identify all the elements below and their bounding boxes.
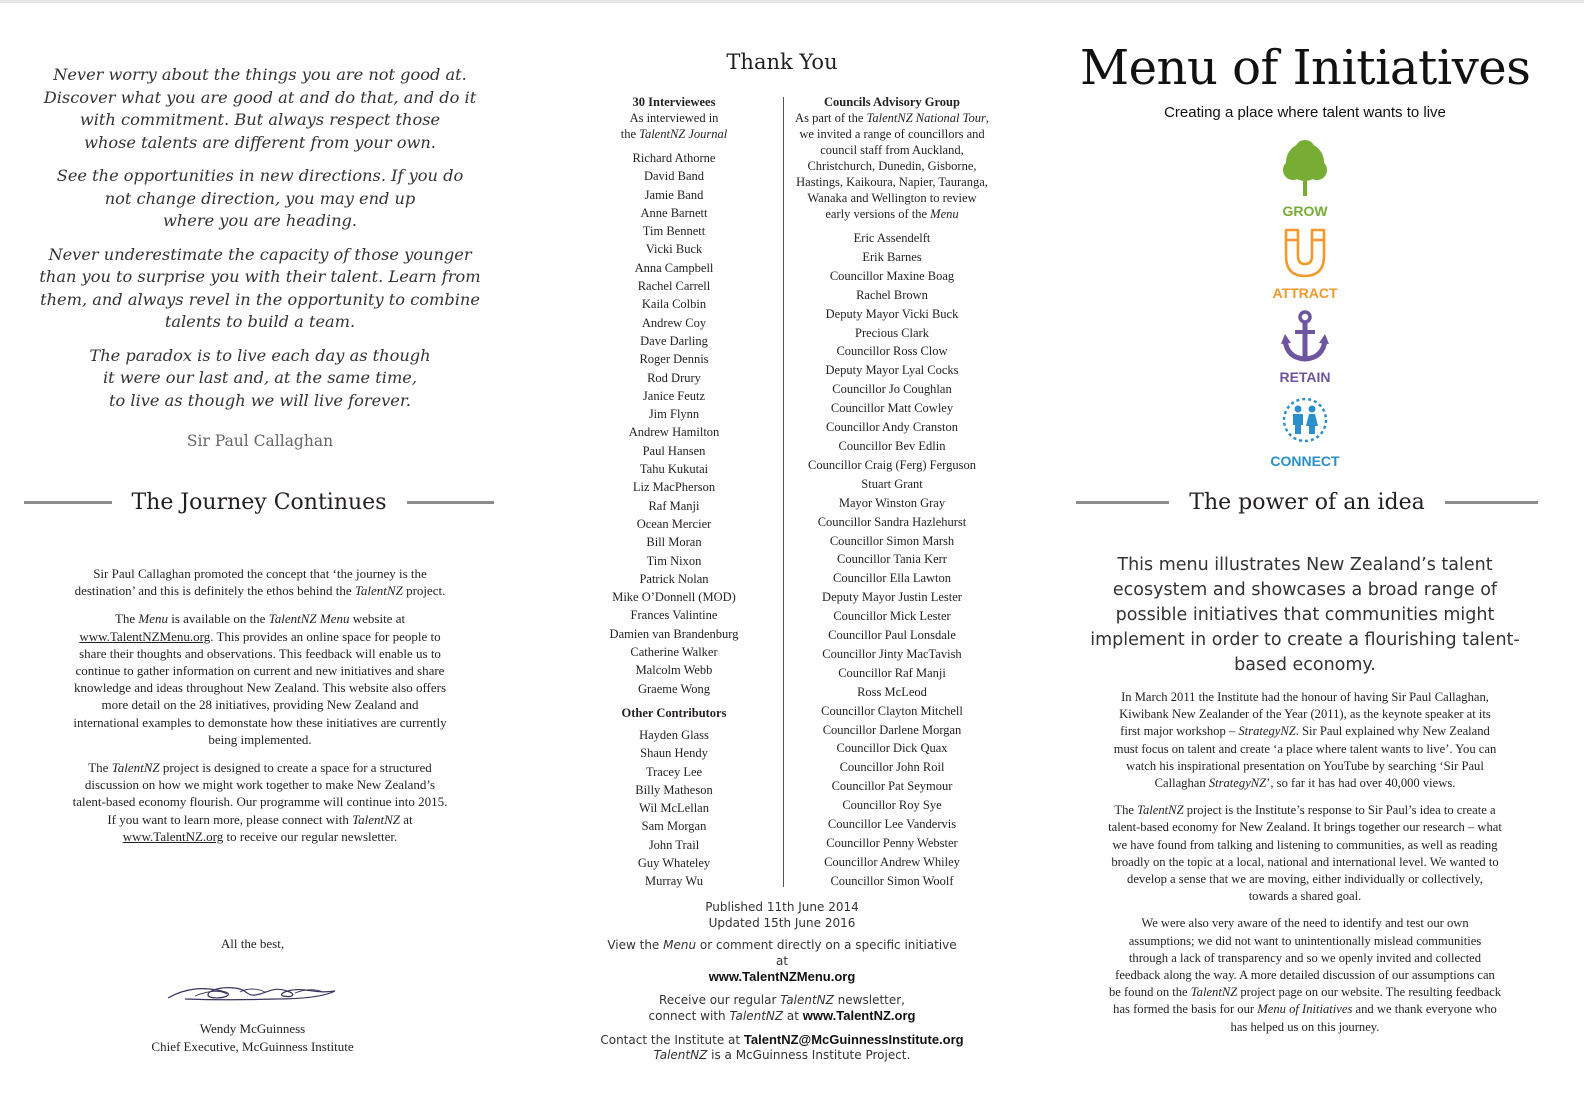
list-item: Deputy Mayor Lyal Cocks [825, 363, 959, 378]
list-item: Rod Drury [647, 370, 701, 385]
list-item: Mike O’Donnell (MOD) [612, 590, 736, 605]
list-item: Billy Matheson [635, 782, 713, 797]
magnet-icon [1281, 226, 1329, 280]
contributor-names [598, 726, 750, 891]
list-item: Councillor Sandra Hazlehurst [817, 514, 967, 529]
list-item: Catherine Walker [630, 645, 718, 660]
anchor-icon [1281, 310, 1329, 364]
list-item: Raf Manji [648, 498, 700, 513]
contributors-heading: Other Contributors [621, 705, 727, 720]
signature-image [165, 978, 345, 1008]
list-item: Anne Barnett [640, 205, 708, 220]
thank-you-title: Thank You [726, 50, 838, 74]
quote-paragraph: See the opportunities in new directions. If you do not change direction, you may end up where you are heading. [56, 166, 464, 230]
menu-website-link[interactable]: www.TalentNZMenu.org [708, 969, 856, 984]
interviewees-heading: 30 Interviewees [632, 95, 716, 109]
retain-item [1245, 310, 1365, 385]
list-item: Councillor Darlene Morgan [822, 722, 962, 737]
list-item: Hayden Glass [639, 727, 709, 742]
list-item: Councillor Maxine Boag [829, 268, 955, 283]
list-item: Ocean Mercier [636, 516, 712, 531]
journey-body [70, 565, 450, 856]
list-item: Roger Dennis [639, 352, 709, 367]
interviewees-intro: As interviewed in the TalentNZ Journal [620, 111, 728, 141]
list-item: Councillor Ross Clow [836, 344, 948, 359]
list-item: Councillor Dick Quax [836, 741, 948, 756]
list-item: Murray Wu [645, 874, 703, 889]
top-border [0, 0, 1584, 3]
councils-list [794, 94, 990, 891]
journey-paragraph-1: Sir Paul Callaghan promoted the concept that ‘the journey is the destination’ and this is definitely the ethos behind the TalentNZ project. [74, 566, 446, 599]
signer [100, 1020, 405, 1055]
list-item: Deputy Mayor Vicki Buck [825, 306, 959, 321]
retain-label: RETAIN [1279, 369, 1331, 385]
list-item: Ross McLeod [857, 684, 927, 699]
list-item: Councillor Clayton Mitchell [821, 703, 963, 718]
list-item: Rachel Carrell [637, 279, 711, 294]
list-item: Councillor Simon Marsh [829, 533, 955, 548]
menu-paragraph-2: The TalentNZ project is the Institute’s response to Sir Paul’s idea to create a talent-based economy for New Zealand. It brings together our research – what we have found from talking and listening to communities, as well as reading broadly on the topic at a local, national and international level. We wanted to develop a sense that we are moving, either individually or collectively, towards a shared goal. [1108, 803, 1502, 904]
list-item: Wil McLellan [639, 801, 709, 816]
list-item: David Band [643, 169, 705, 184]
heading-rule [24, 501, 112, 504]
list-item: Andrew Coy [641, 315, 707, 330]
menu-subtitle: Creating a place where talent wants to live [1164, 104, 1446, 121]
list-item: Andrew Hamilton [628, 425, 720, 440]
heading-rule [1445, 501, 1538, 504]
list-item: Councillor Craig (Ferg) Ferguson [808, 457, 976, 472]
list-item: Shaun Hendy [640, 746, 708, 761]
list-item: Deputy Mayor Justin Lester [822, 590, 962, 605]
councils-intro: As part of the TalentNZ National Tour, we invited a range of councillors and council staff from Auckland, Christchurch, Dunedin, Gisborne, Hastings, Kaikoura, Napier, Tauranga, Wanaka and Wellington to review early versions of the Menu [795, 111, 989, 221]
list-item: Councillor Roy Sye [842, 798, 942, 813]
list-item: Councillor Andrew Whiley [824, 854, 960, 869]
council-names [794, 229, 990, 891]
heading-rule [407, 501, 495, 504]
list-item: Tim Nixon [646, 553, 702, 568]
view-menu-note: View the Menu or comment directly on a specific initiative at www.TalentNZMenu.org [607, 938, 957, 984]
list-item: Damien van Brandenburg [609, 626, 739, 641]
councils-heading: Councils Advisory Group [824, 95, 960, 109]
list-item: Frances Valintine [630, 608, 718, 623]
menu-paragraph-1: In March 2011 the Institute had the honour of having Sir Paul Callaghan, Kiwibank New Zealander of the Year (2011), as the keynote speaker at its first major workshop – StrategyNZ. Sir Paul explained why New Zealand must focus on talent and create ‘a place where talent wants to live’. You can watch his inspirational presentation on YouTube by searching ‘Sir Paul Callaghan StrategyNZ’, so far it has had over 40,000 views. [1113, 690, 1497, 791]
list-item: Eric Assendelft [853, 231, 931, 245]
list-item: Richard Athorne [632, 151, 716, 165]
signoff: All the best, [220, 936, 285, 951]
list-item: Jim Flynn [648, 407, 700, 422]
list-item: Graeme Wong [637, 681, 710, 696]
callaghan-quotes [30, 64, 490, 423]
journey-paragraph-2: The Menu is available on the TalentNZ Menu website at www.TalentNZMenu.org. This provides an online space for people to share their thoughts and observations. This feedback will enable us to continue to gather information on current and new initiatives and share knowledge and ideas throughout New Zealand. This website also offers more detail on the 28 initiatives, providing New Zealand and international examples to demonstate how these initiatives are currently being implemented. [73, 611, 447, 747]
list-item: Councillor Raf Manji [838, 665, 946, 680]
menu-lead: This menu illustrates New Zealand’s talent ecosystem and showcases a broad range of possible initiatives that communities might implement in order to create a flourishing talent-based economy. [1090, 555, 1520, 675]
talentnz-menu-link[interactable]: www.TalentNZMenu.org [79, 628, 211, 644]
talentnz-website-link[interactable]: www.TalentNZ.org [802, 1008, 916, 1023]
list-item: Councillor Bev Edlin [838, 438, 946, 453]
contact-note: Contact the Institute at TalentNZ@McGuinnessInstitute.org TalentNZ is a McGuinness Institute Project. [600, 1031, 964, 1062]
list-item: Councillor Paul Lonsdale [828, 628, 956, 643]
list-item: Councillor John Roil [839, 760, 945, 775]
quote-paragraph: Never underestimate the capacity of those younger than you to surprise you with their talent. Learn from them, and always revel in the opportunity to combine talents to build a team. [39, 244, 481, 331]
tree-icon [1281, 140, 1329, 198]
list-item: Councillor Penny Webster [826, 836, 958, 850]
grow-item [1245, 140, 1365, 219]
list-item: Jamie Band [644, 187, 704, 202]
people-icon [1281, 392, 1329, 448]
list-item: Councillor Jo Coughlan [832, 382, 952, 397]
attract-item [1245, 226, 1365, 301]
quote-paragraph: Never worry about the things you are not good at. Discover what you are good at and do that, and do it with commitment. But always respect those whose talents are different from your own. [43, 65, 477, 152]
list-item: Precious Clark [855, 325, 929, 340]
list-item: Councillor Mick Lester [833, 609, 951, 624]
list-item: Janice Feutz [642, 388, 706, 403]
list-item: Sam Morgan [641, 819, 707, 834]
list-item: Dave Darling [640, 333, 708, 348]
list-item: Mayor Winston Gray [838, 495, 946, 510]
quote-author: Sir Paul Callaghan [186, 432, 334, 450]
interviewees-list [598, 94, 750, 891]
signer-title: Chief Executive, McGuinness Institute [151, 1038, 354, 1054]
journey-heading [24, 490, 494, 515]
list-item: John Trail [648, 837, 700, 852]
list-item: Tracey Lee [645, 764, 703, 779]
list-item: Councillor Lee Vandervis [827, 817, 957, 832]
journey-title: The Journey Continues [131, 490, 387, 515]
power-heading [1076, 490, 1538, 515]
attract-label: ATTRACT [1272, 285, 1338, 301]
list-item: Guy Whateley [637, 855, 711, 870]
list-item: Vicki Buck [645, 242, 703, 257]
signer-name: Wendy McGuinness [199, 1021, 306, 1036]
list-item: Anna Campbell [634, 260, 714, 275]
column-divider [783, 97, 784, 887]
list-item: Councillor Pat Seymour [831, 779, 953, 794]
publication-dates: Published 11th June 2014 Updated 15th June 2016 [705, 900, 859, 930]
list-item: Councillor Tania Kerr [837, 552, 947, 567]
menu-title: Menu of Initiatives [1080, 40, 1531, 96]
power-title: The power of an idea [1189, 490, 1425, 515]
list-item: Councillor Andy Cranston [826, 420, 958, 435]
talentnz-link[interactable]: www.TalentNZ.org [122, 828, 224, 844]
journey-paragraph-3: The TalentNZ project is designed to create a space for a structured discussion on how we might work together to make New Zealand’s talent-based economy flourish. Our programme will continue into 2015. If you want to learn more, please connect with TalentNZ at www.TalentNZ.org to receive our regular newsletter. [72, 760, 448, 844]
list-item: Malcolm Webb [635, 663, 713, 678]
newsletter-note: Receive our regular TalentNZ newsletter, connect with TalentNZ at www.TalentNZ.org [648, 992, 916, 1023]
list-item: Councillor Ella Lawton [832, 571, 952, 586]
list-item: Kaila Colbin [641, 297, 707, 312]
list-item: Stuart Grant [861, 476, 923, 491]
list-item: Erik Barnes [862, 249, 922, 264]
heading-rule [1076, 501, 1169, 504]
interviewee-names [598, 149, 750, 698]
connect-label: CONNECT [1270, 453, 1340, 469]
connect-item [1245, 392, 1365, 469]
list-item: Liz MacPherson [632, 480, 716, 495]
menu-paragraph-3: We were also very aware of the need to identify and test our own assumptions; we did not want to unintentionally mislead communities through a lack of transparency and so we openly invited and collected feedback along the way. A more detailed discussion of our assumptions can be found on the TalentNZ project page on our website. The resulting feedback has formed the basis for our Menu of Initiatives and we thank everyone who has helped us on this journey. [1108, 916, 1502, 1034]
publication-info [600, 900, 964, 1071]
list-item: Councillor Jinty MacTavish [822, 646, 962, 661]
list-item: Rachel Brown [856, 287, 928, 302]
menu-body [1108, 689, 1502, 1046]
list-item: Paul Hansen [642, 443, 706, 458]
list-item: Patrick Nolan [639, 571, 709, 586]
list-item: Tahu Kukutai [639, 462, 709, 477]
list-item: Bill Moran [646, 535, 702, 550]
contact-email-link[interactable]: TalentNZ@McGuinnessInstitute.org [743, 1031, 964, 1047]
list-item: Tim Bennett [642, 224, 706, 239]
grow-label: GROW [1282, 203, 1328, 219]
list-item: Councillor Matt Cowley [830, 401, 954, 416]
list-item: Councillor Simon Woolf [830, 873, 954, 888]
quote-paragraph: The paradox is to live each day as though it were our last and, at the same time, to live as though we will live forever. [89, 345, 431, 410]
